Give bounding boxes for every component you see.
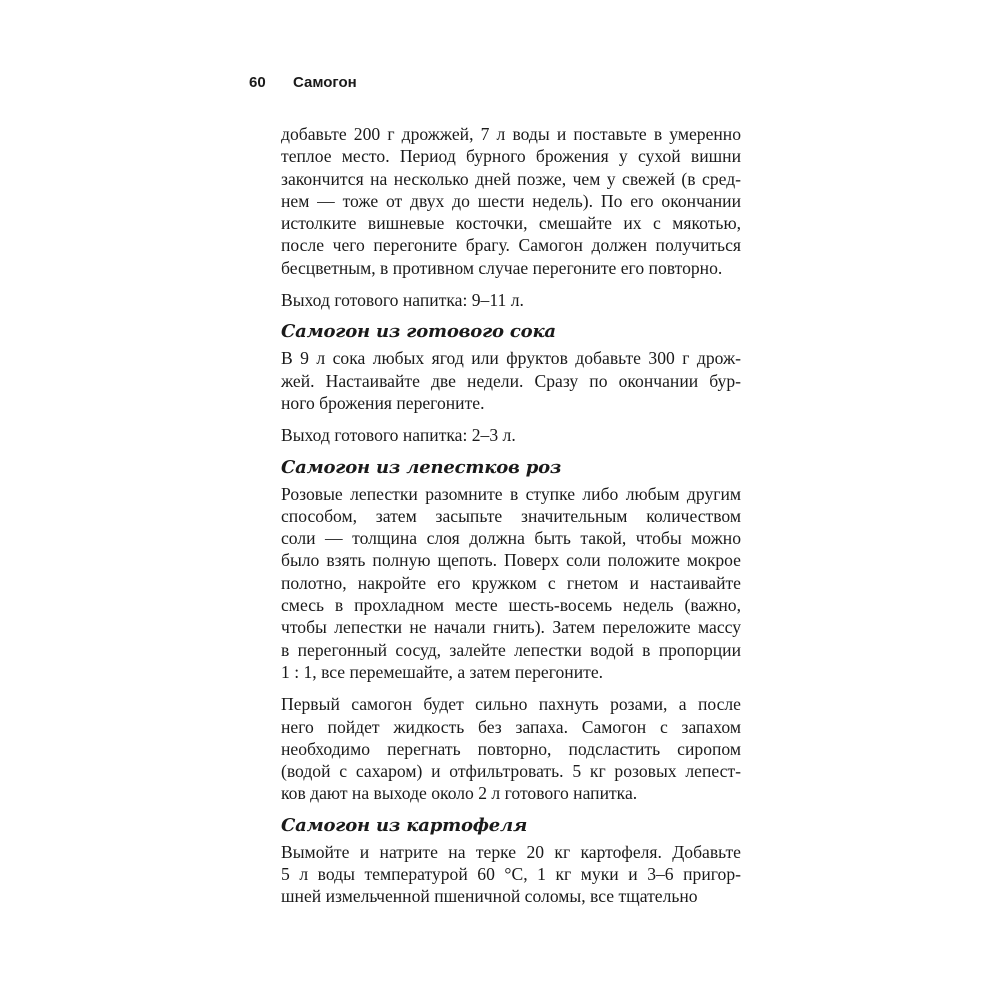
text-line: 1 : 1, все перемешайте, а затем перегоните. (281, 661, 604, 682)
text-line: шней измельченной пшеничной соломы, все тщательно (281, 886, 698, 907)
page-number: 60 (249, 74, 266, 91)
text-line: смесь в прохладном месте шесть-восемь недель (важно, (281, 595, 741, 616)
text-line: способом, затем засыпьте значительным количеством (281, 505, 741, 526)
text-line: В 9 л сока любых ягод или фруктов добавьте 300 г дрож- (281, 348, 741, 369)
text-line: ного брожения перегоните. (281, 392, 485, 413)
text-line: него пойдет жидкость без запаха. Самогон с запахом (281, 716, 741, 737)
paragraph-gap (281, 414, 741, 424)
section-heading: Самогон из картофеля (281, 814, 528, 836)
text-line: истолките вишневые косточки, смешайте их с мякотью, (281, 213, 741, 234)
text-line: жей. Настаивайте две недели. Сразу по окончании бур- (281, 370, 741, 391)
text-line: в перегонный сосуд, залейте лепестки водой в пропорции (281, 639, 741, 660)
text-line: полотно, накройте его кружком с гнетом и настаивайте (281, 572, 741, 593)
section-heading: Самогон из готового сока (281, 321, 556, 343)
paragraph (281, 483, 741, 684)
text-column (281, 123, 741, 908)
paragraph (281, 693, 741, 804)
text-line: ков дают на выходе около 2 л готового напитка. (281, 783, 638, 804)
text-line: Выход готового напитка: 9–11 л. (281, 290, 524, 311)
text-line: Вымойте и натрите на терке 20 кг картофеля. Добавьте (281, 841, 741, 862)
text-line: Розовые лепестки разомните в ступке либо любым другим (281, 483, 741, 504)
text-line: теплое место. Период бурного брожения у сухой вишни (281, 146, 741, 167)
text-line: 5 л воды температурой 60 °С, 1 кг муки и 3–6 пригор- (281, 864, 741, 885)
paragraph (281, 123, 741, 279)
paragraph-gap (281, 683, 741, 693)
text-line: добавьте 200 г дрожжей, 7 л воды и поставьте в умеренно (281, 124, 741, 144)
text-line: после чего перегоните брагу. Самогон должен получиться (281, 235, 741, 256)
paragraph (281, 347, 741, 414)
text-line: Выход готового напитка: 2–3 л. (281, 425, 516, 446)
section-heading: Самогон из лепестков роз (281, 456, 562, 478)
paragraph (281, 424, 741, 446)
paragraph-gap (281, 279, 741, 289)
text-line: Первый самогон будет сильно пахнуть розами, а после (281, 694, 741, 715)
text-line: чтобы лепестки не начали гнить). Затем переложите массу (281, 617, 741, 638)
paragraph (281, 289, 741, 311)
running-head (249, 74, 357, 91)
text-line: нем — тоже от двух до шести недель). По его окончании (281, 190, 741, 211)
text-line: было взять полную щепоть. Поверх соли положите мокрое (281, 550, 741, 571)
paragraph (281, 841, 741, 908)
text-line: необходимо перегнать повторно, подсластить сиропом (281, 738, 741, 759)
text-line: бесцветным, в противном случае перегоните его повторно. (281, 257, 723, 278)
running-title: Самогон (293, 74, 357, 91)
text-line: (водой с сахаром) и отфильтровать. 5 кг розовых лепест- (281, 761, 741, 782)
text-line: соли — толщина слоя должна быть такой, чтобы можно (281, 528, 741, 549)
text-line: закончится на несколько дней позже, чем у свежей (в сред- (281, 168, 741, 189)
